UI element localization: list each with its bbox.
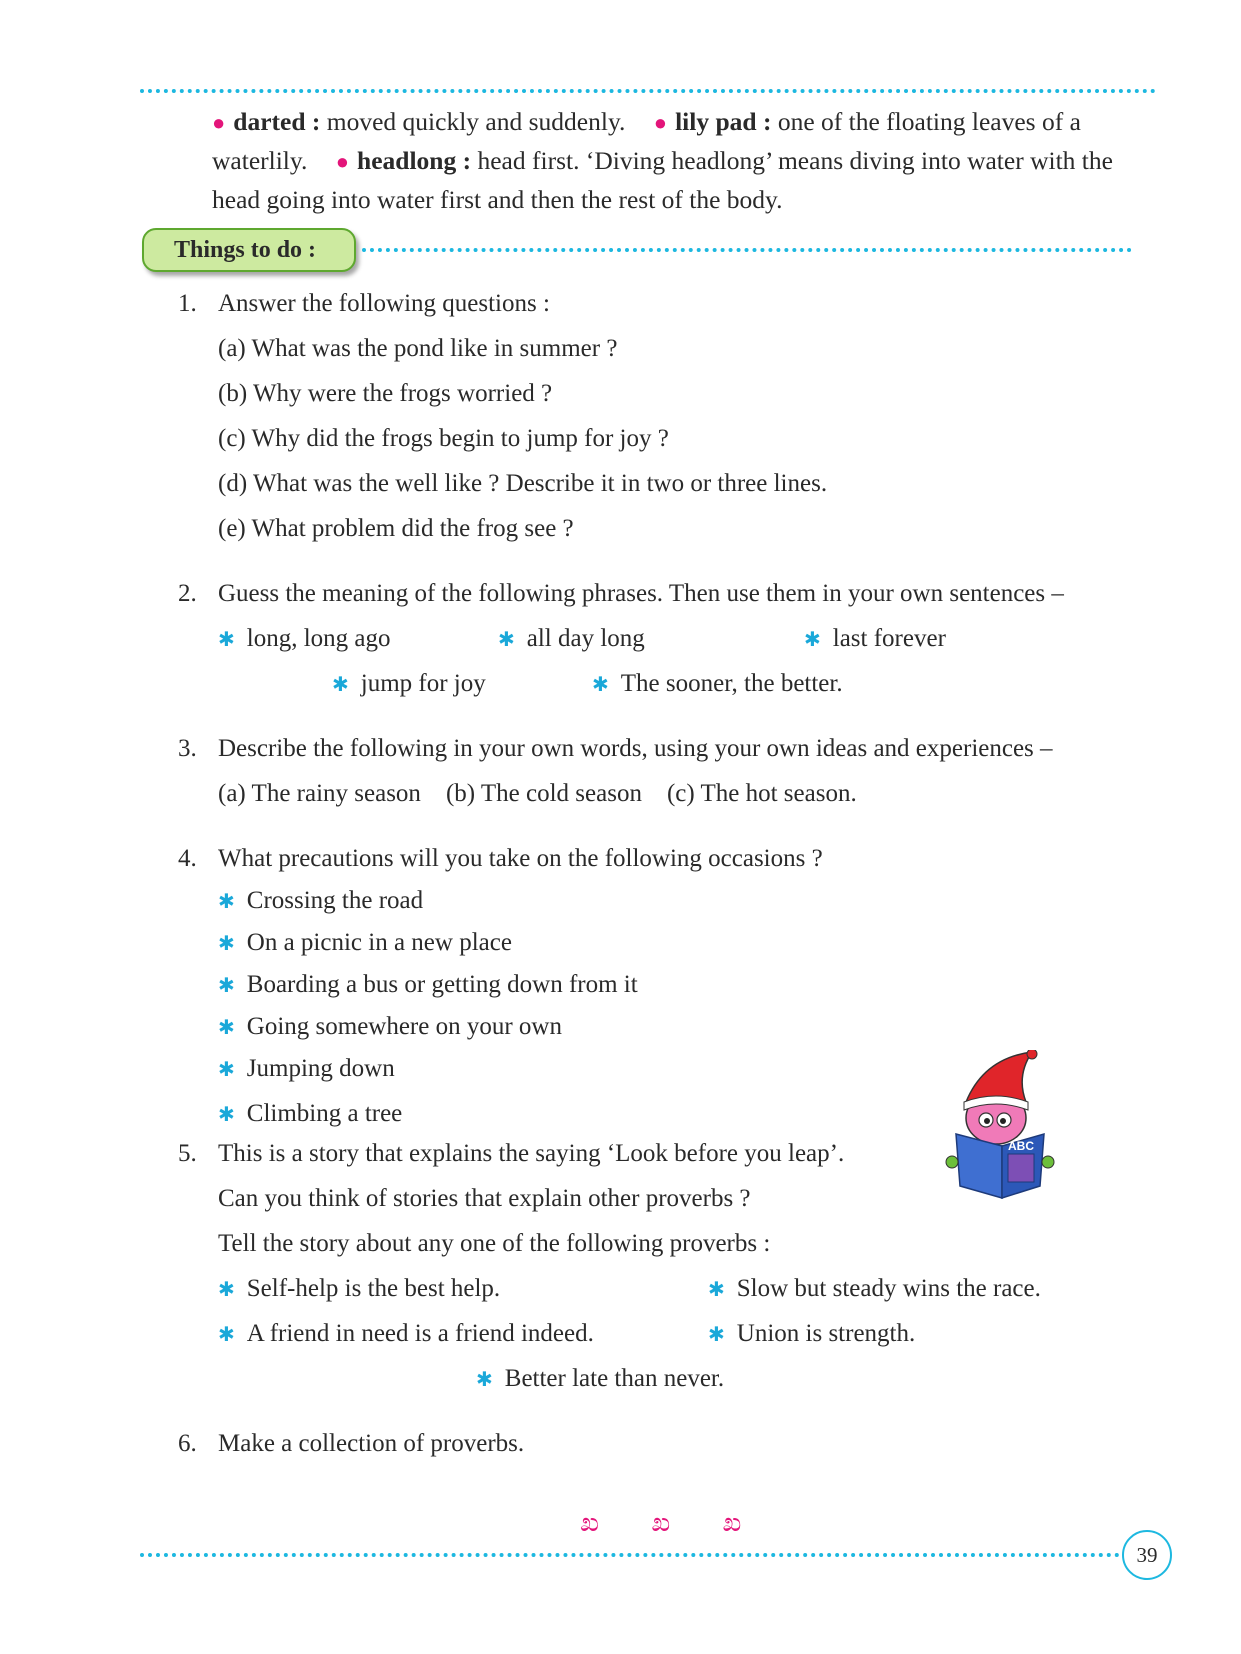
question-number: 1. bbox=[178, 290, 197, 317]
list-item: ✱ Boarding a bus or getting down from it bbox=[218, 971, 638, 998]
sub-question: (c) Why did the frogs begin to jump for joy ? bbox=[218, 425, 669, 452]
season-option: (c) The hot season. bbox=[666, 780, 857, 807]
question-5 bbox=[178, 1140, 1158, 1275]
question-6 bbox=[178, 1430, 1158, 1458]
question-3 bbox=[178, 735, 1158, 763]
asterisk-icon: ✱ bbox=[218, 1057, 235, 1081]
glossary-entry: ● lily pad : one of the floating leaves of a waterlily. bbox=[212, 107, 1081, 175]
sub-question: (a) What was the pond like in summer ? bbox=[218, 335, 618, 362]
glossary bbox=[212, 103, 1132, 219]
asterisk-icon: ✱ bbox=[708, 1277, 725, 1301]
question-1 bbox=[178, 290, 1158, 560]
asterisk-icon: ✱ bbox=[218, 1277, 235, 1301]
question-line: Tell the story about any one of the following proverbs : bbox=[218, 1230, 771, 1257]
question-number: 3. bbox=[178, 735, 197, 762]
page-number: 39 bbox=[1122, 1530, 1172, 1580]
asterisk-icon: ✱ bbox=[218, 627, 235, 651]
asterisk-icon: ✱ bbox=[332, 672, 349, 696]
proverb-item: ✱ Self-help is the best help. bbox=[218, 1275, 501, 1302]
asterisk-icon: ✱ bbox=[218, 1322, 235, 1346]
question-text: What precautions will you take on the following occasions ? bbox=[218, 845, 823, 872]
question-text: Answer the following questions : bbox=[218, 290, 550, 317]
asterisk-icon: ✱ bbox=[804, 627, 821, 651]
asterisk-icon: ✱ bbox=[218, 889, 235, 913]
section-title-tab: Things to do : bbox=[142, 228, 356, 272]
asterisk-icon: ✱ bbox=[592, 672, 609, 696]
phrase-item: ✱ all day long bbox=[498, 625, 645, 652]
sub-question: (b) Why were the frogs worried ? bbox=[218, 380, 553, 407]
season-option: (a) The rainy season bbox=[218, 780, 421, 807]
list-item: ✱ Climbing a tree bbox=[218, 1100, 403, 1127]
list-item: ✱ On a picnic in a new place bbox=[218, 929, 512, 956]
bullet-dot-icon: ● bbox=[212, 110, 226, 135]
question-2 bbox=[178, 580, 1158, 608]
asterisk-icon: ✱ bbox=[708, 1322, 725, 1346]
list-item: ✱ Crossing the road bbox=[218, 887, 424, 914]
top-dotted-rule bbox=[140, 89, 1156, 93]
question-number: 6. bbox=[178, 1430, 197, 1457]
glossary-entry: ● headlong : head first. ‘Diving headlong’ means diving into water with the head going into water first and then the rest of the body. bbox=[212, 146, 1113, 214]
phrase-item: ✱ last forever bbox=[804, 625, 946, 652]
question-text: Guess the meaning of the following phrases. Then use them in your own sentences – bbox=[218, 580, 1064, 607]
proverb-item: ✱ A friend in need is a friend indeed. bbox=[218, 1320, 594, 1347]
question-number: 4. bbox=[178, 845, 197, 872]
sub-question: (e) What problem did the frog see ? bbox=[218, 515, 574, 542]
proverb-item: ✱ Better late than never. bbox=[476, 1365, 725, 1392]
season-option: (b) The cold season bbox=[445, 780, 642, 807]
bullet-dot-icon: ● bbox=[653, 110, 668, 135]
question-text: Make a collection of proverbs. bbox=[218, 1430, 525, 1457]
question-line: Can you think of stories that explain other proverbs ? bbox=[218, 1185, 751, 1212]
phrase-item: ✱ The sooner, the better. bbox=[592, 670, 843, 697]
question-line: This is a story that explains the saying ‘Look before you leap’. bbox=[218, 1140, 845, 1167]
end-flourish-ornament: ಖ ಖ ಖ bbox=[580, 1508, 764, 1538]
phrase-item: ✱ long, long ago bbox=[218, 625, 391, 652]
question-number: 2. bbox=[178, 580, 197, 607]
asterisk-icon: ✱ bbox=[218, 931, 235, 955]
sub-question: (d) What was the well like ? Describe it in two or three lines. bbox=[218, 470, 828, 497]
glossary-entry: ● darted : moved quickly and suddenly. bbox=[212, 107, 626, 136]
list-item: ✱ Jumping down bbox=[218, 1055, 395, 1082]
asterisk-icon: ✱ bbox=[218, 973, 235, 997]
bullet-dot-icon: ● bbox=[335, 149, 350, 174]
phrase-item: ✱ jump for joy bbox=[332, 670, 486, 697]
question-number: 5. bbox=[178, 1140, 197, 1167]
question-4 bbox=[178, 845, 1158, 873]
asterisk-icon: ✱ bbox=[218, 1015, 235, 1039]
list-item: ✱ Going somewhere on your own bbox=[218, 1013, 562, 1040]
asterisk-icon: ✱ bbox=[218, 1102, 235, 1126]
asterisk-icon: ✱ bbox=[476, 1367, 493, 1391]
section-dotted-rule bbox=[362, 248, 1132, 252]
season-options bbox=[218, 780, 857, 808]
book-label: ABC bbox=[1008, 1139, 1034, 1153]
asterisk-icon: ✱ bbox=[498, 627, 515, 651]
question-text: Describe the following in your own words, using your own ideas and experiences – bbox=[218, 735, 1053, 762]
bottom-dotted-rule bbox=[140, 1553, 1120, 1557]
proverb-item: ✱ Slow but steady wins the race. bbox=[708, 1275, 1041, 1302]
proverb-item: ✱ Union is strength. bbox=[708, 1320, 916, 1347]
